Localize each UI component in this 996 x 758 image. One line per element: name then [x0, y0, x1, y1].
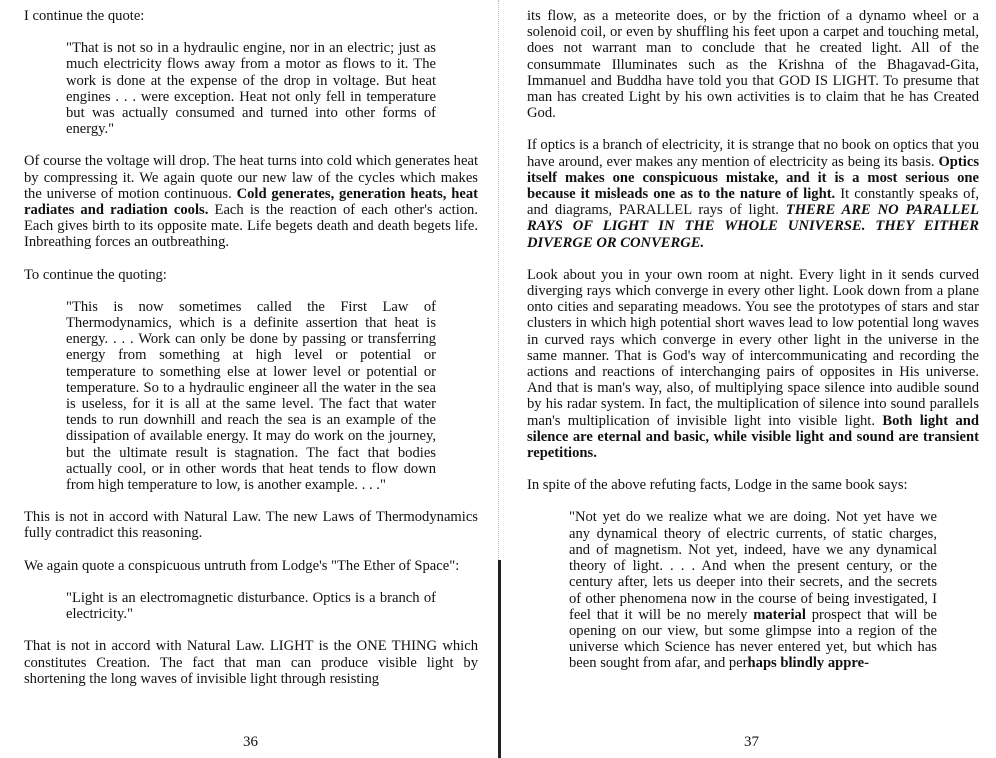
book-gutter: [498, 0, 500, 758]
block-quote: "This is now sometimes called the First Law of Thermodynamics, which is a definite assertion that heat is energy. . . . Work can only be done by passing or transferring energy from something at high level or potential or temperature to something else at lower level or potential or temperature. So to a hydraulic engineer all the water in the sea is useless, for it is all at the same level. The fact that water tends to run downhill and reach the sea is an example of the dissipation of available energy. It may do work on the journey, but the ultimate result is stagnation. The fact that bodies actually cool, or in other words that heat tends to flow down from high temperature to low, is another example. . . .": [66, 298, 436, 494]
block-quote: "Light is an electromagnetic disturbance. Optics is a branch of electricity.": [66, 589, 436, 623]
paragraph: [527, 267, 979, 461]
quote-text: prospect that will be opening on our view, but some glimpse into a region of the universe which Science has never entered yet, but which has been sought from afar, and per: [569, 606, 937, 672]
paragraph: [527, 137, 979, 250]
bold-text: haps blindly appre-: [747, 655, 869, 672]
paragraph-text: It constantly speaks of, and diagrams, PARALLEL rays of light.: [527, 186, 979, 219]
paragraph: In spite of the above refuting facts, Lodge in the same book says:: [527, 477, 908, 494]
paragraph-text: Each is the reaction of each other's action. Each gives birth to its opposite mate. Life begets death and death begets life. Inbreathing forces an outbreathing.: [24, 202, 478, 251]
bold-italic-text: THERE ARE NO PARALLEL RAYS OF LIGHT IN THE WHOLE UNIVERSE. THEY EITHER DIVERGE OR CONVERGE.: [527, 202, 979, 251]
right-page: [527, 8, 979, 672]
quote-text: "Not yet do we realize what we are doing. Not yet have we any dynamical theory of electric currents, of static charges, and of magnetism. Not yet, indeed, have we any dynamical theory of light. . . . And when the present century, or the century after, lets us deeper into their secrets, and the secrets of other phenomena now in the course of being investigated, I feel that it will be no merely: [569, 509, 937, 623]
page-number: 36: [243, 734, 258, 750]
paragraph: We again quote a conspicuous untruth from Lodge's "The Ether of Space":: [24, 557, 460, 574]
bold-text: Both light and silence are eternal and basic, while visible light and sound are transient repetitions.: [527, 412, 980, 462]
gutter-line: [498, 0, 500, 560]
page-number: 37: [744, 734, 759, 750]
paragraph: That is not in accord with Natural Law. LIGHT is the ONE THING which constitutes Creation. The fact that man can produce visible light by shortening the long waves of invisible light through resisting: [24, 638, 478, 687]
paragraph: its flow, as a meteorite does, or by the friction of a dynamo wheel or a solenoid coil, or even by shuffling his feet upon a carpet and touching metal, does not warrant man to conclude that he created light. All of the consummate Illuminates such as the Krishna of the Bhagavad-Gita, Immanuel and Buddha have told you that GOD IS LIGHT. To presume that man has created Light by his own activities is to claim that he has Created God.: [527, 8, 979, 122]
intro-line: To continue the quoting:: [24, 266, 167, 283]
paragraph: This is not in accord with Natural Law. The new Laws of Thermodynamics fully contradict this reasoning.: [24, 509, 478, 542]
bold-text: material: [753, 606, 806, 623]
bold-text: Cold generates, generation heats, heat radiates and radiation cools.: [24, 185, 478, 219]
left-page: [24, 8, 478, 687]
bold-text: Optics itself makes one conspicuous mistake, and it is a most serious one because it misleads one as to the nature of light.: [527, 153, 979, 203]
block-quote: "That is not so in a hydraulic engine, nor in an electric; just as much electricity flows away from a motor as flows to it. The work is done at the expense of the drop in voltage. But heat engines . . . were exception. Heat not only fell in temperature but was actually consumed and turned into other forms of energy.": [66, 40, 436, 138]
paragraph-text: Look about you in your own room at night. Every light in it sends curved diverging rays which converge in every other light. Look down from a plane onto cities and separating meadows. You see the prototypes of stars and star clusters in which high potential short waves lead to low potential long waves in curved rays which converge in every other light in the universe in the same manner. That is God's way of intercommunicating and recording the actions and reactions of interchanging pairs of opposites in His universe. And that is man's way, also, of multiplying space silence into audible sound by his radar system. In fact, the multiplication of silence into sound parallels man's multiplication of invisible light into visible light.: [527, 266, 979, 429]
paragraph: [24, 153, 478, 250]
paragraph-text: If optics is a branch of electricity, it is strange that no book on optics that you have around, ever makes any mention of electricity as being its basis.: [527, 137, 979, 170]
paragraph-text: Of course the voltage will drop. The heat turns into cold which generates heat by compressing it. We again quote our new law of the cycles which makes the universe of motion continuous.: [24, 153, 478, 202]
intro-line: I continue the quote:: [24, 8, 145, 24]
block-quote: [569, 509, 937, 671]
gutter-spine: [498, 560, 501, 758]
